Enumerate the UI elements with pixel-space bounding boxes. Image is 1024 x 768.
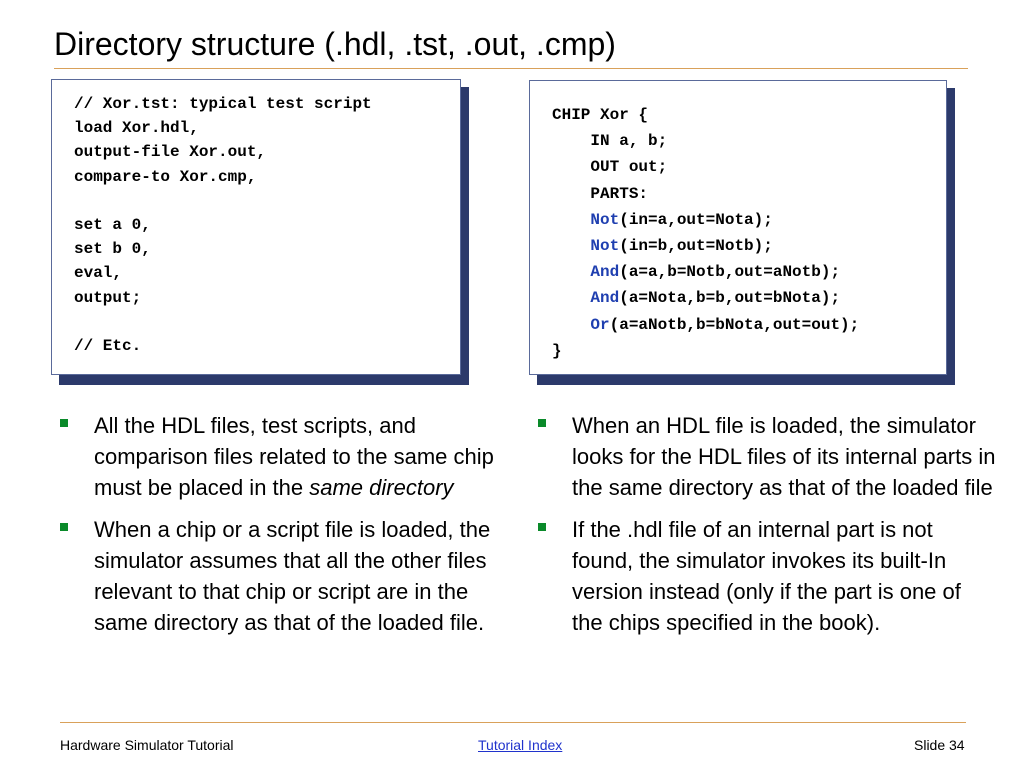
bullet-text: When an HDL file is loaded, the simulator looks for the HDL files of its internal parts in the same directory as that of the loaded file xyxy=(572,413,996,500)
bullet-square-icon xyxy=(538,419,546,427)
code-text: PARTS: xyxy=(552,184,649,203)
code-line: // Xor.tst: typical test script xyxy=(74,95,372,113)
code-line xyxy=(74,310,460,334)
code-line xyxy=(552,338,946,364)
test-script-code xyxy=(51,79,461,375)
bullet-item xyxy=(58,514,498,638)
code-line: eval, xyxy=(74,264,123,283)
code-text: (a=a,b=Notb,out=aNotb); xyxy=(619,263,841,282)
bullet-item xyxy=(536,410,996,503)
hdl-keyword: And xyxy=(590,263,620,282)
code-line xyxy=(74,189,460,213)
code-text: CHIP Xor { xyxy=(552,106,649,124)
bullet-text: When a chip or a script file is loaded, the simulator assumes that all the other files relevant to that chip or script are in the same directory as that of the loaded file. xyxy=(94,517,491,635)
right-bullet-list xyxy=(536,410,996,649)
code-text: (in=a,out=Nota); xyxy=(619,210,773,229)
hdl-keyword: Not xyxy=(590,210,620,229)
code-text: (a=aNotb,b=bNota,out=out); xyxy=(609,315,860,334)
code-line: // Etc. xyxy=(74,337,142,356)
code-line: output-file Xor.out, xyxy=(74,143,267,162)
code-line: load Xor.hdl, xyxy=(74,119,199,138)
code-line xyxy=(552,154,946,180)
code-line: set a 0, xyxy=(74,216,151,235)
bullet-item xyxy=(58,410,498,503)
hdl-keyword: Not xyxy=(590,237,620,256)
code-text: IN a, b; xyxy=(552,132,668,151)
code-line xyxy=(552,285,946,311)
code-line: compare-to Xor.cmp, xyxy=(74,167,257,186)
code-line xyxy=(552,102,946,128)
bullet-item xyxy=(536,514,996,638)
left-bullet-list xyxy=(58,410,498,649)
code-line xyxy=(552,312,946,338)
code-line xyxy=(552,207,946,233)
bullet-square-icon xyxy=(60,419,68,427)
footer-title: Hardware Simulator Tutorial xyxy=(60,737,234,753)
slide-number: Slide 34 xyxy=(914,737,965,753)
bullet-text: All the HDL files, test scripts, and comparison files related to the same chip must be placed in the xyxy=(94,413,494,500)
code-line: set b 0, xyxy=(74,240,151,259)
title-underline xyxy=(54,68,968,69)
code-line xyxy=(552,181,946,207)
code-line xyxy=(552,128,946,154)
hdl-keyword: And xyxy=(590,289,620,308)
bullet-square-icon xyxy=(60,523,68,531)
hdl-chip-code xyxy=(529,80,947,375)
code-text: (in=b,out=Notb); xyxy=(619,237,773,256)
code-text: } xyxy=(552,341,562,360)
code-text: OUT out; xyxy=(552,158,668,177)
slide-title: Directory structure (.hdl, .tst, .out, .cmp) xyxy=(54,26,616,62)
bullet-text: If the .hdl file of an internal part is not found, the simulator invokes its built-In version instead (only if the part is one of the chips specified in the book). xyxy=(572,517,961,635)
code-line xyxy=(552,233,946,259)
code-text: (a=Nota,b=b,out=bNota); xyxy=(619,289,841,308)
code-line: output; xyxy=(74,288,142,307)
code-line xyxy=(552,259,946,285)
bullet-square-icon xyxy=(538,523,546,531)
hdl-keyword: Or xyxy=(590,315,610,334)
footer-rule xyxy=(60,722,966,723)
tutorial-index-link[interactable]: Tutorial Index xyxy=(478,737,563,753)
bullet-emphasis: same directory xyxy=(309,475,454,500)
